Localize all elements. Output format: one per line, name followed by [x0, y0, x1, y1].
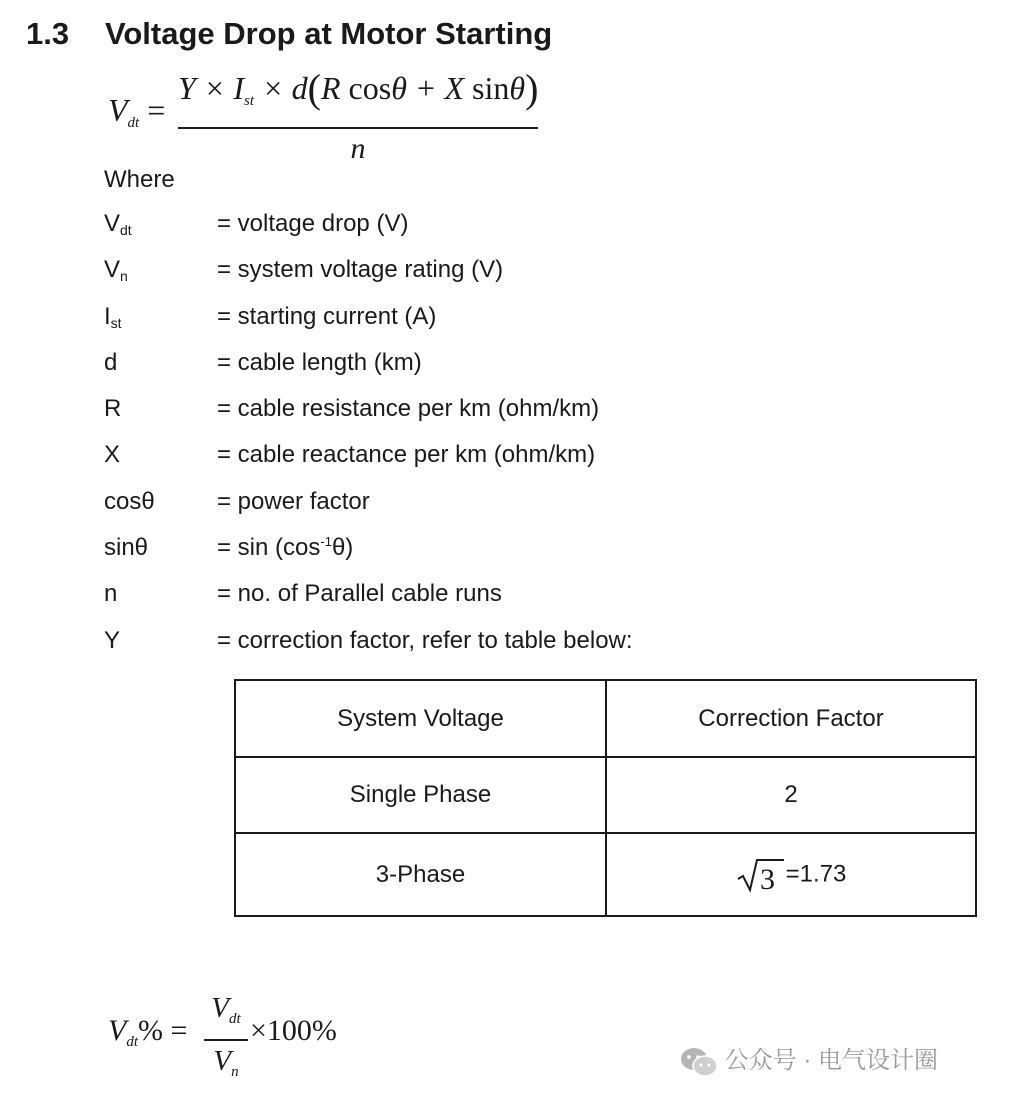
wechat-icon [680, 1046, 718, 1078]
definition-desc: = correction factor, refer to table below: [217, 626, 633, 654]
section-title: Voltage Drop at Motor Starting [105, 16, 553, 51]
section-number: 1.3 [26, 16, 70, 51]
lhs-subscript: dt [127, 115, 140, 131]
formula2-fraction-bar [204, 1039, 248, 1041]
table-row [235, 833, 976, 916]
voltage-drop-formula [108, 66, 539, 165]
table-header-row [235, 680, 976, 757]
voltage-drop-percent-formula [108, 990, 368, 1080]
definition-desc: = cable resistance per km (ohm/km) [217, 395, 600, 423]
numerator-theta: θ [509, 70, 526, 106]
numerator-subscript: st [244, 93, 255, 109]
table-cell: 3-Phase [235, 833, 606, 916]
numerator-d: × d [254, 70, 308, 106]
definition-desc: = cable reactance per km (ohm/km) [217, 441, 596, 469]
definition-desc: = $\sin (\cos^{-1}\theta)$ [217, 534, 354, 562]
formula2-numerator: $V_{dt}$ [211, 992, 241, 1027]
definition-desc: = cable length (km) [217, 348, 422, 376]
svg-text:3: 3 [759, 862, 775, 893]
table-header-cell: Correction Factor [606, 680, 976, 757]
definition-symbol: $V_n$ [104, 256, 128, 285]
sqrt-symbol-icon [736, 857, 786, 893]
section-heading [26, 16, 552, 52]
where-label: Where [104, 166, 175, 193]
definition-symbol: n [104, 580, 118, 608]
correction-factor-table [234, 679, 977, 917]
definition-symbol: $V_{dt}$ [104, 210, 132, 238]
table-cell: Single Phase [235, 757, 606, 833]
table-header-cell: System Voltage [235, 680, 606, 757]
equals-sign: = [147, 92, 166, 128]
formula2-lhs: $V_{dt}\%$ = [108, 1014, 188, 1050]
formula2-denominator: $V_n$ [213, 1045, 239, 1080]
definition-symbol: Y [104, 626, 121, 654]
numerator-sin: sin [472, 70, 510, 106]
paren-close: ) [525, 66, 539, 111]
definition-desc: = power factor [217, 487, 370, 515]
formula-lhs [108, 92, 165, 132]
definition-symbol: sinθ [104, 534, 149, 562]
factor-value: =1.73 [785, 859, 847, 887]
numerator-theta-x: θ + X [391, 70, 473, 106]
sqrt-expression [736, 857, 847, 893]
table-cell [606, 833, 976, 916]
definition-symbol: R [104, 395, 122, 423]
definition-desc: = no. of Parallel cable runs [217, 580, 502, 608]
paren-open: ( [307, 66, 321, 111]
definition-symbol: d [104, 348, 118, 376]
table-row [235, 757, 976, 833]
watermark-text: 公众号 · 电气设计圈 [724, 1047, 938, 1074]
numerator-r: R [320, 70, 349, 106]
lhs-variable: V [108, 92, 128, 128]
numerator-cos: cos [348, 70, 392, 106]
table-cell: 2 [606, 757, 976, 833]
watermark [680, 1040, 938, 1078]
definition-desc: = system voltage rating (V) [217, 256, 504, 284]
definition-desc: = starting current (A) [217, 302, 437, 330]
formula-numerator [178, 66, 538, 123]
definition-symbol: cosθ [104, 487, 155, 515]
definition-desc: = voltage drop (V) [217, 210, 409, 237]
formula-fraction [178, 66, 538, 169]
definition-symbol: $I_{st}$ [104, 302, 122, 331]
definition-symbol: X [104, 441, 121, 469]
formula2-rhs: ×100% [250, 1014, 337, 1047]
formula-denominator: n [350, 132, 366, 165]
formula2-fraction [204, 990, 248, 1090]
numerator-y-i: Y × I [178, 70, 245, 106]
